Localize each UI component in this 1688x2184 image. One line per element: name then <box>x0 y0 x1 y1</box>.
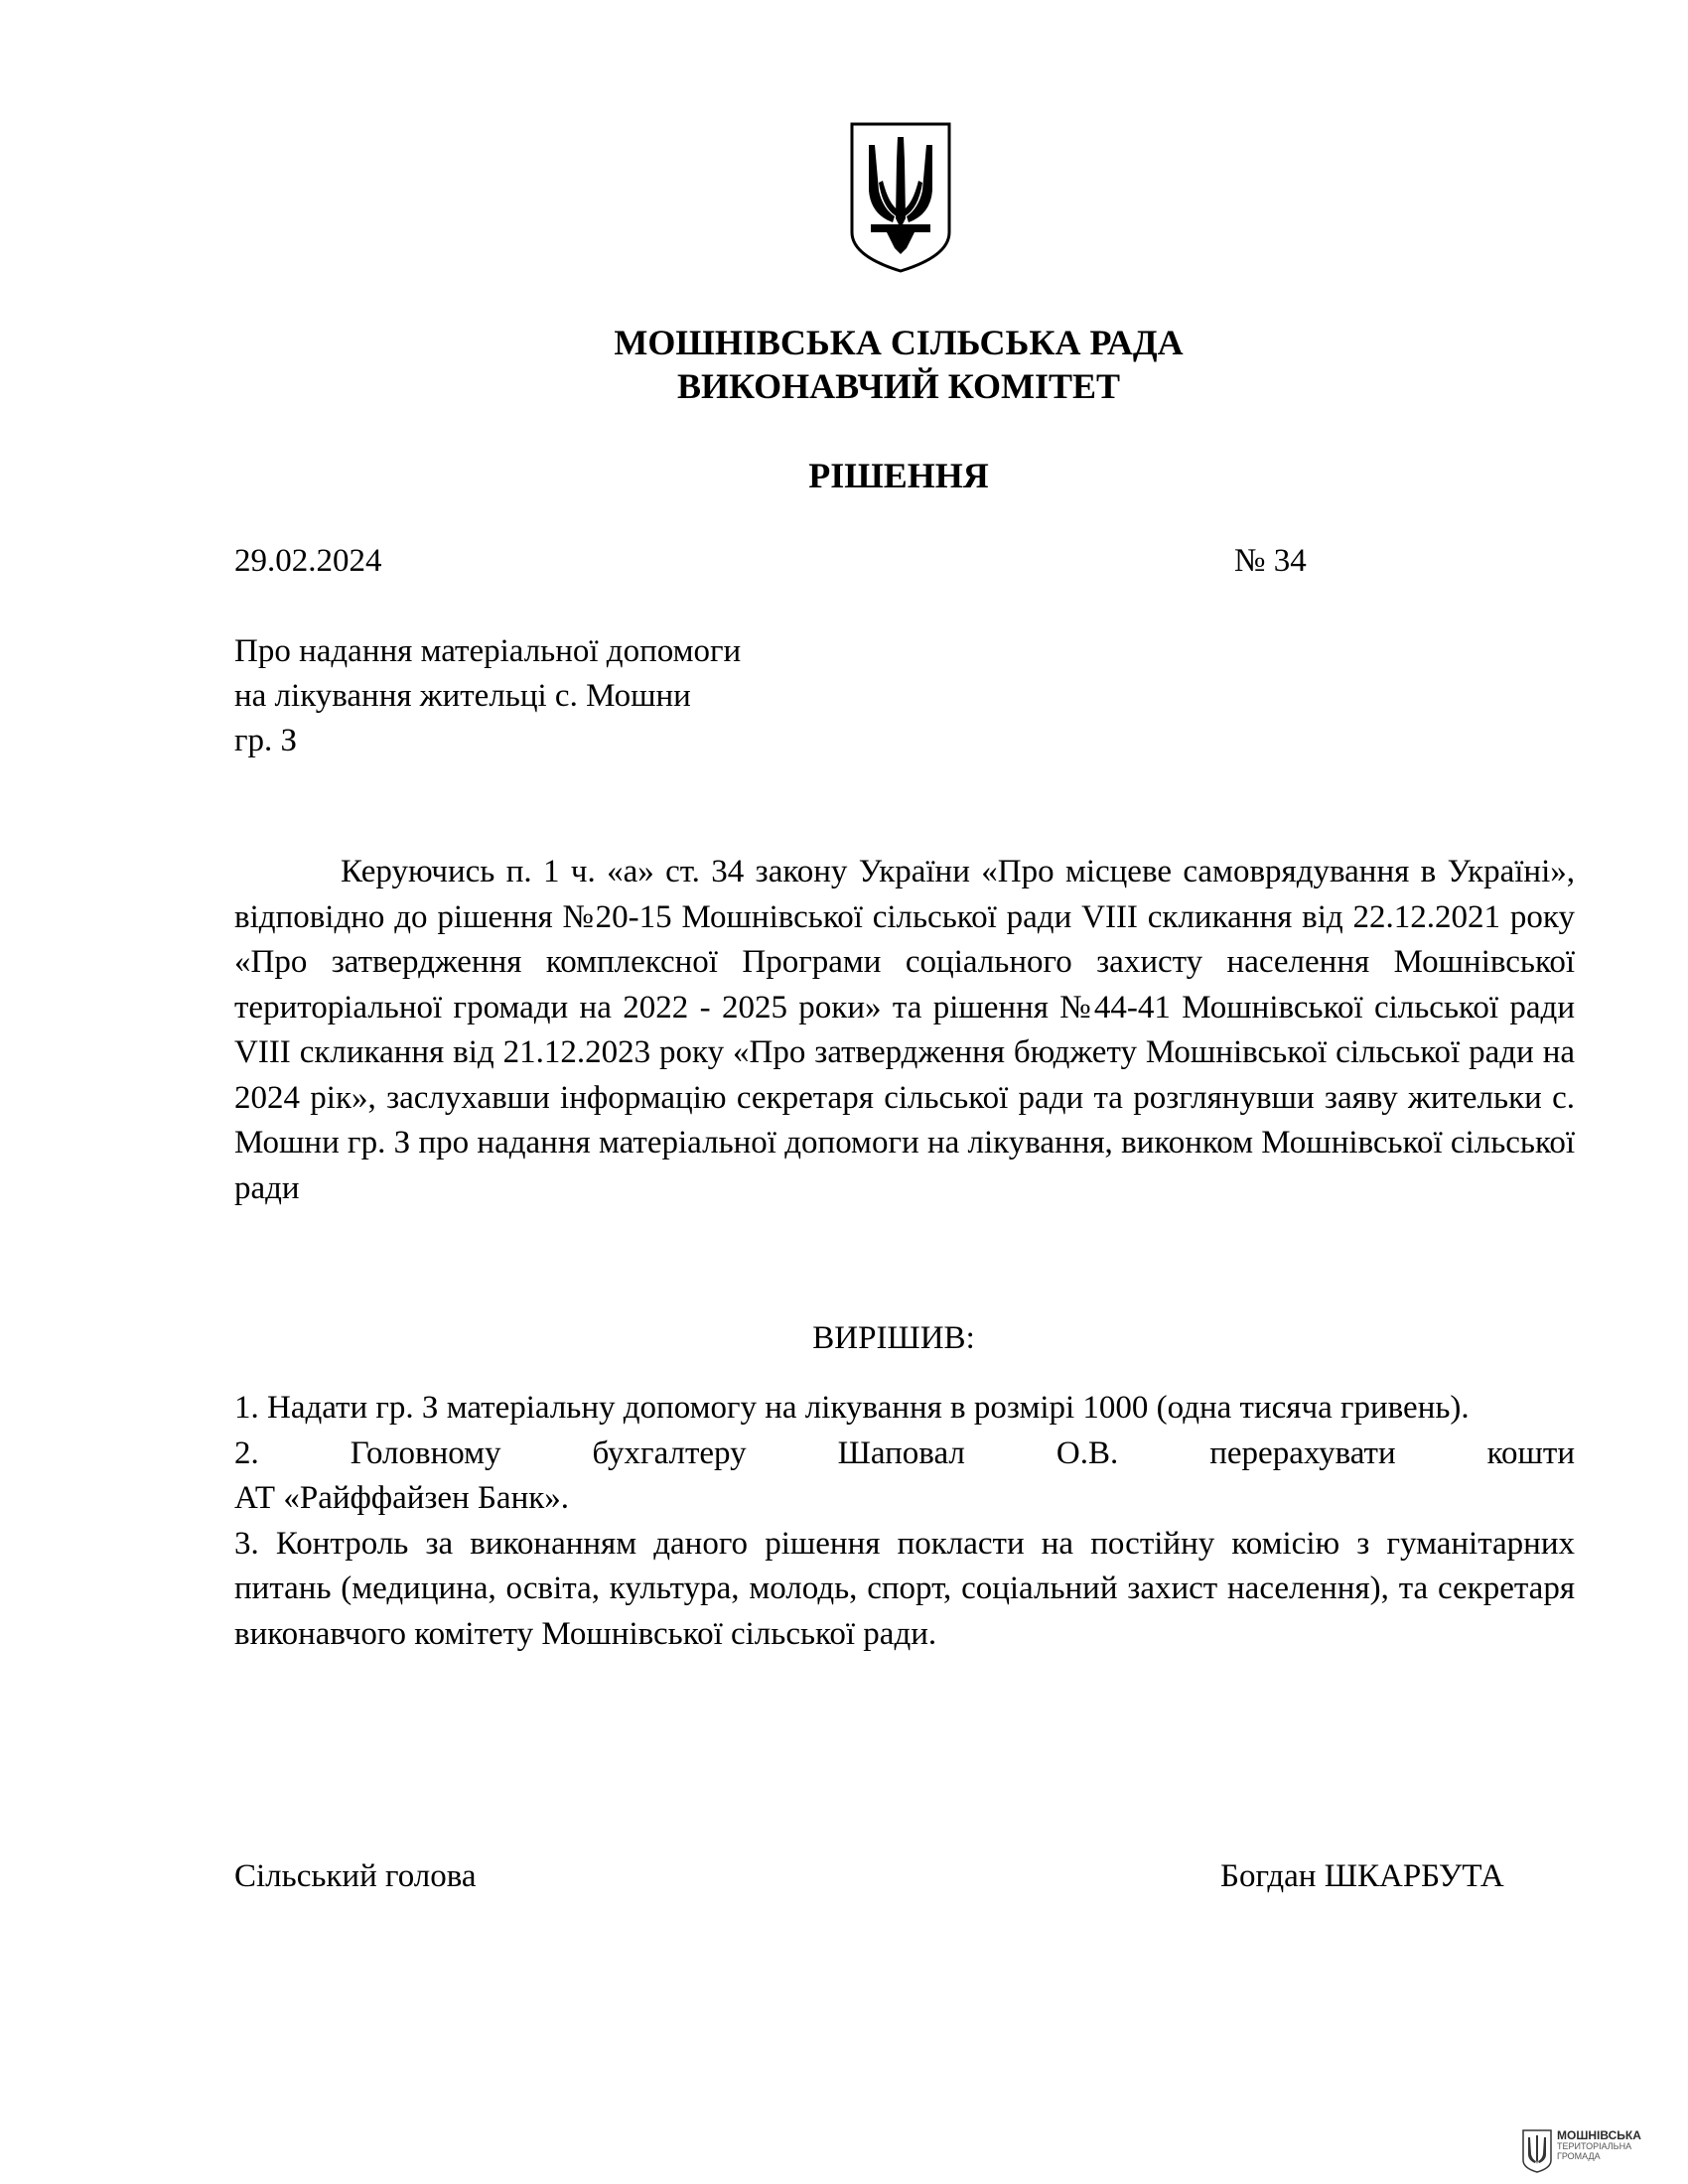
resolution-item-3: 3. Контроль за виконанням даного рішення покласти на постійну комісію з гуманітарних питань (медицина, освіта, культура, молодь, спорт, соціальний захист населення), та секретаря виконавчого комітету Мошнівської сільської ради. <box>234 1525 1575 1652</box>
document-type: РІШЕННЯ <box>808 456 989 495</box>
resolution-items <box>234 1386 1575 1657</box>
community-logo-text <box>1557 2129 1641 2161</box>
signatory-name: Богдан ШКАРБУТА <box>1220 1858 1504 1894</box>
logo-subtitle: ТЕРИТОРІАЛЬНА <box>1557 2141 1632 2151</box>
logo-subtitle: ГРОМАДА <box>1557 2151 1601 2161</box>
signatory-title: Сільський голова <box>234 1858 477 1894</box>
decision-subject <box>234 629 741 763</box>
subject-line: Про надання матеріальної допомоги <box>234 633 742 669</box>
subject-line: на лікування жительці с. Мошни <box>234 678 691 714</box>
decision-date: 29.02.2024 <box>234 543 382 579</box>
logo-name: МОШНІВСЬКА <box>1557 2128 1641 2142</box>
preamble-paragraph: Керуючись п. 1 ч. «а» ст. 34 закону України «Про місцеве самоврядування в Україні», відповідно до рішення №20-15 Мошнівської сільської ради VIII скликання від 22.12.2021 року «Про затвердження комплексної Програми соціального захисту населення Мошнівської територіальної громади на 2022 - 2025 роки» та рішення №44-41 Мошнівської сільської ради VIII скликання від 21.12.2023 року «Про затвердження бюджету Мошнівської сільської ради на 2024 рік», заслухавши інформацію секретаря сільської ради та розглянувши заяву жительки с. Мошни гр. З про надання матеріальної допомоги на лікування, виконком Мошнівської сільської ради <box>234 854 1575 1206</box>
subject-line: гр. З <box>234 723 298 758</box>
resolution-item-2: 2. Головному бухгалтеру Шаповал О.В. перерахувати кошти <box>234 1434 1575 1471</box>
committee-name: ВИКОНАВЧИЙ КОМІТЕТ <box>676 366 1121 406</box>
resolved-heading: ВИРІШИВ: <box>812 1320 975 1356</box>
resolution-item-2-continuation: АТ «Райффайзен Банк». <box>234 1480 570 1516</box>
coat-of-arms-icon <box>849 121 952 274</box>
decision-number: № 34 <box>1234 543 1307 579</box>
resolution-item-1: 1. Надати гр. З матеріальну допомогу на лікування в розмірі 1000 (одна тисяча гривень). <box>234 1390 1470 1426</box>
council-name: МОШНІВСЬКА СІЛЬСЬКА РАДА <box>614 323 1184 362</box>
